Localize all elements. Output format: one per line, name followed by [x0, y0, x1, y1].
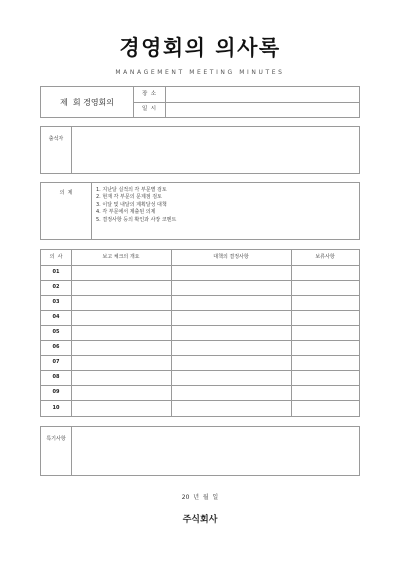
agenda-item: 1. 지난달 실적의 각 부문별 검토 [96, 187, 167, 193]
attendees-label: 출석자 [48, 136, 64, 142]
attendees-box [40, 126, 360, 174]
row-number: 10 [52, 405, 60, 411]
place-label: 장 소 [141, 91, 157, 97]
document-title: 경영회의 의사록 [119, 36, 281, 60]
special-notes-label: 특기사항 [46, 436, 66, 442]
special-notes-box [40, 426, 360, 476]
agenda-item: 4. 각 부문에서 제출된 의제 [96, 209, 156, 216]
row-number: 03 [52, 299, 60, 305]
col-header-decision: 대책의 결정사항 [213, 254, 249, 260]
col-header-item: 의 사 [49, 254, 63, 260]
agenda-item: 3. 이달 및 내달의 계획달성 대책 [96, 201, 167, 208]
col-header-report: 보고 체크의 개요 [102, 254, 140, 260]
row-number: 09 [52, 389, 60, 395]
document-subtitle: MANAGEMENT MEETING MINUTES [115, 69, 285, 76]
row-number: 07 [52, 359, 60, 365]
session-title: 제 회 경영회의 [60, 97, 114, 107]
company-name: 주식회사 [182, 515, 218, 525]
row-number: 06 [52, 344, 60, 350]
agenda-item: 5. 결정사항 등의 확인과 사장 코멘트 [96, 216, 177, 223]
attendees-field[interactable] [71, 127, 359, 173]
footer-date: 20 년 월 일 [181, 494, 219, 501]
agenda-list [96, 187, 176, 224]
agenda-item: 2. 현재 각 부문의 문제점 검토 [96, 194, 162, 201]
date-field[interactable] [165, 102, 359, 117]
special-notes-field[interactable] [71, 427, 359, 475]
minutes-table [40, 249, 360, 417]
row-number: 08 [52, 374, 60, 380]
session-title-cell [41, 87, 133, 117]
row-number: 05 [52, 329, 60, 335]
date-label: 일 시 [141, 106, 157, 112]
place-field[interactable] [165, 87, 359, 102]
agenda-box [40, 182, 360, 240]
col-header-pending: 보류사항 [315, 254, 335, 260]
row-number: 02 [52, 284, 60, 290]
row-number: 01 [52, 269, 60, 275]
row-number: 04 [52, 314, 60, 320]
agenda-label: 의 제 [59, 190, 73, 196]
meeting-info-box [40, 86, 360, 118]
